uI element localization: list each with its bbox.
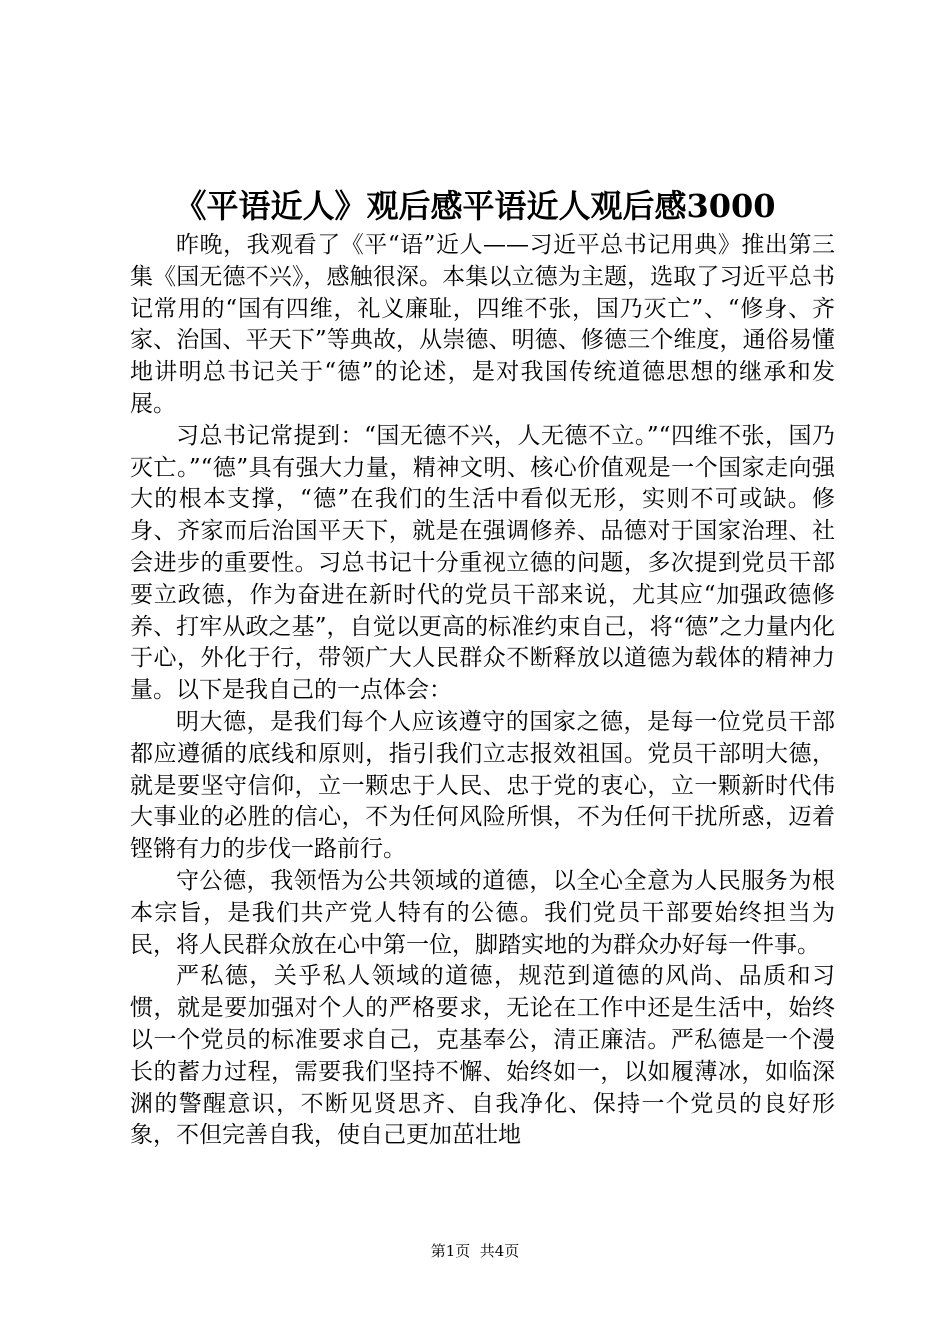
paragraph: 习总书记常提到：“国无德不兴，人无德不立。”“四维不张，国乃灭亡。”“德”具有强大力量，精神文明、核心价值观是一个国家走向强大的根本支撑，“德”在我们的生活中看似无形，实则不可或缺。修身、齐家而后治国平天下，就是在强调修养、品德对于国家治理、社会进步的重要性。习总书记十分重视立德的问题，多次提到党员干部要立政德，作为奋进在新时代的党员干部来说，尤其应“加强政德修养、打牢从政之基”，自觉以更高的标准约束自己，将“德”之力量内化于心，外化于行，带领广大人民群众不断释放以道德为载体的精神力量。以下是我自己的一点体会： [130, 422, 835, 704]
paragraph: 昨晚，我观看了《平“语”近人——习近平总书记用典》推出第三集《国无德不兴》，感触很深。本集以立德为主题，选取了习近平总书记常用的“国有四维，礼义廉耻，四维不张，国乃灭亡”、“修身、齐家、治国、平天下”等典故，从崇德、明德、修德三个维度，通俗易懂地讲明总书记关于“德”的论述，是对我国传统道德思想的继承和发展。 [130, 232, 835, 417]
document-title: 《平语近人》观后感平语近人观后感3000 [174, 187, 776, 225]
page-footer: 第1页 共4页 [430, 1242, 520, 1260]
paragraph: 明大德，是我们每个人应该遵守的国家之德，是每一位党员干部都应遵循的底线和原则，指引我们立志报效祖国。党员干部明大德，就是要坚守信仰，立一颗忠于人民、忠于党的衷心，立一颗新时代伟大事业的必胜的信心，不为任何风险所惧，不为任何干扰所惑，迈着铿锵有力的步伐一路前行。 [130, 708, 835, 863]
paragraph: 守公德，我领悟为公共领域的道德，以全心全意为人民服务为根本宗旨，是我们共产党人特有的公德。我们党员干部要始终担当为民，将人民群众放在心中第一位，脚踏实地的为群众办好每一件事。 [130, 867, 835, 958]
paragraph: 严私德，关乎私人领域的道德，规范到道德的风尚、品质和习惯，就是要加强对个人的严格要求，无论在工作中还是生活中，始终以一个党员的标准要求自己，克基奉公，清正廉洁。严私德是一个漫长的蓄力过程，需要我们坚持不懈、始终如一，以如履薄冰，如临深渊的警醒意识，不断见贤思齐、自我净化、保持一个党员的良好形象，不但完善自我，使自己更加茁壮地 [130, 963, 835, 1149]
document-body [130, 230, 835, 1152]
